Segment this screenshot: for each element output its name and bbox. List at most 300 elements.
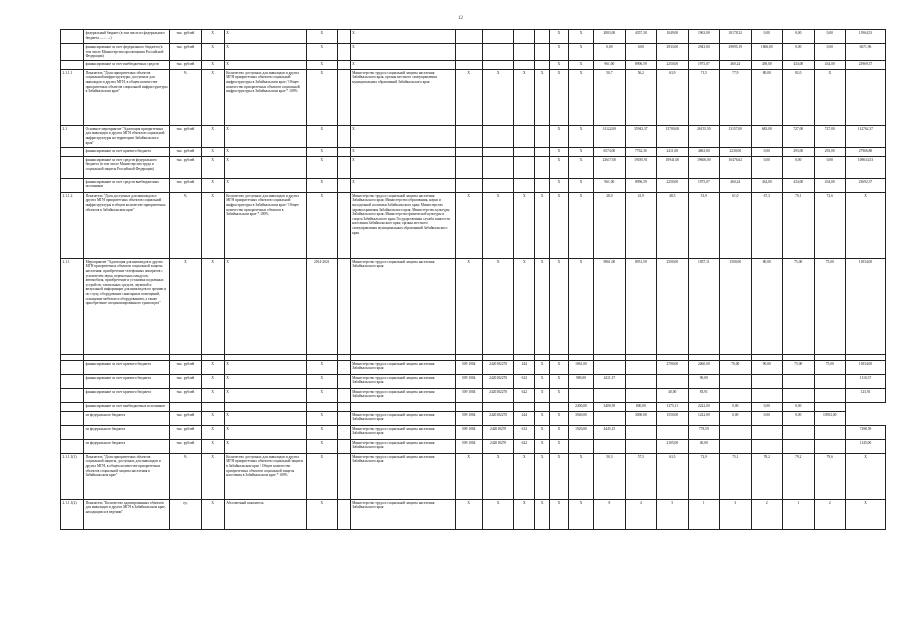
table-cell: 63,9 bbox=[657, 69, 688, 125]
table-cell: Х bbox=[201, 69, 224, 125]
table-cell: 434,00 bbox=[783, 178, 814, 192]
table-cell: 622 bbox=[514, 388, 535, 402]
table-cell: 509 1004 bbox=[455, 360, 482, 374]
table-cell: 2420182270 bbox=[482, 360, 513, 374]
table-cell: 1145,00 bbox=[845, 439, 885, 453]
table-cell bbox=[482, 147, 513, 156]
table-cell: Х bbox=[201, 258, 224, 354]
table-cell: 23692,37 bbox=[845, 178, 885, 192]
table-cell: 48,5 bbox=[657, 192, 688, 258]
table-cell: 2411,37 bbox=[594, 374, 625, 388]
table-cell: 35943,37 bbox=[625, 125, 656, 147]
table-cell bbox=[338, 388, 351, 402]
program-table bbox=[60, 29, 886, 530]
table-row bbox=[61, 44, 886, 61]
table-cell bbox=[535, 147, 550, 156]
table-cell: 70,1 bbox=[783, 192, 814, 258]
table-cell bbox=[514, 147, 535, 156]
table-cell: 2 bbox=[751, 499, 782, 529]
table-cell: 293,00 bbox=[814, 147, 845, 156]
table-cell: Х bbox=[306, 425, 337, 439]
table-cell: Х bbox=[201, 178, 224, 192]
table-cell: 0,00 bbox=[751, 402, 782, 411]
table-cell: Х bbox=[482, 192, 513, 258]
table-cell: 63,5 bbox=[657, 453, 688, 499]
table-cell bbox=[338, 192, 351, 258]
table-cell: 61,0 bbox=[720, 192, 751, 258]
table-cell: 961,00 bbox=[594, 178, 625, 192]
table-cell bbox=[338, 411, 351, 425]
table-cell: Х bbox=[482, 453, 513, 499]
table-cell bbox=[338, 402, 351, 411]
table-cell: тыс. рублей bbox=[170, 439, 201, 453]
table-cell: 1375,11 bbox=[657, 402, 688, 411]
table-cell: 7762,30 bbox=[625, 147, 656, 156]
table-cell bbox=[814, 402, 845, 411]
table-cell: 2014-2021 bbox=[306, 258, 337, 354]
table-cell: 27966,80 bbox=[845, 147, 885, 156]
table-cell bbox=[482, 402, 513, 411]
table-cell bbox=[720, 439, 751, 453]
table-cell: Х bbox=[550, 388, 569, 402]
table-cell: 727,00 bbox=[783, 125, 814, 147]
table-cell bbox=[61, 374, 84, 388]
table-cell: Министерство труда и социальной защиты населения Забайкальского края, органы местного самоуправления муниципальных образований Забайкальского края bbox=[350, 69, 455, 125]
table-cell: тыс. рублей bbox=[170, 178, 201, 192]
table-cell: Х bbox=[550, 60, 569, 69]
table-row bbox=[61, 178, 886, 192]
table-cell: Показатель "Доля приоритетных объектов социальной защиты, доступных для инвалидов и других МГН, в общем количестве приоритетных объектов социальной защиты населения в Забайкальском крае" bbox=[84, 453, 170, 499]
table-cell: 460,24 bbox=[720, 60, 751, 69]
table-cell: Х bbox=[201, 125, 224, 147]
table-cell: Х bbox=[201, 30, 224, 44]
table-cell: Х bbox=[568, 30, 593, 44]
table-cell: Х bbox=[455, 192, 482, 258]
table-cell: 612 bbox=[514, 374, 535, 388]
table-cell bbox=[338, 60, 351, 69]
table-cell: 19606,00 bbox=[688, 156, 719, 178]
table-cell: финансирование за счет внебюджетных средств bbox=[84, 60, 170, 69]
table-cell bbox=[783, 439, 814, 453]
table-cell bbox=[535, 178, 550, 192]
table-cell: 75,1 bbox=[720, 453, 751, 499]
table-cell: 40,00 bbox=[657, 388, 688, 402]
table-cell: Х bbox=[550, 360, 569, 374]
table-cell: Х bbox=[568, 453, 593, 499]
table-cell: Х bbox=[455, 499, 482, 529]
table-row bbox=[61, 402, 886, 411]
table-cell: 1550,00 bbox=[657, 411, 688, 425]
table-cell: Х bbox=[224, 258, 306, 354]
table-cell: Х bbox=[514, 453, 535, 499]
table-cell: 10476,62 bbox=[720, 156, 751, 178]
table-cell bbox=[306, 402, 337, 411]
table-cell bbox=[751, 374, 782, 388]
table-cell: 112762,37 bbox=[845, 125, 885, 147]
table-cell bbox=[783, 425, 814, 439]
table-cell bbox=[594, 388, 625, 402]
table-cell: из федерального бюджета bbox=[84, 439, 170, 453]
table-cell: Х bbox=[550, 411, 569, 425]
table-cell: 3940,00 bbox=[568, 411, 593, 425]
table-cell: 1920,00 bbox=[568, 425, 593, 439]
table-cell: 78,2 bbox=[751, 453, 782, 499]
table-cell: Х bbox=[550, 156, 569, 178]
table-cell: 41,9 bbox=[625, 192, 656, 258]
table-cell: Х bbox=[201, 147, 224, 156]
table-cell bbox=[338, 156, 351, 178]
table-cell: Х bbox=[201, 499, 224, 529]
table-cell: 2420182270 bbox=[482, 374, 513, 388]
table-cell bbox=[455, 125, 482, 147]
table-cell: 1222,00 bbox=[688, 411, 719, 425]
table-cell: Х bbox=[224, 388, 306, 402]
table-cell: 10952,00 bbox=[814, 411, 845, 425]
table-cell bbox=[720, 388, 751, 402]
table-cell: 0,00 bbox=[625, 44, 656, 61]
table-cell: Х bbox=[306, 360, 337, 374]
table-cell bbox=[625, 439, 656, 453]
table-cell bbox=[201, 402, 224, 411]
table-cell bbox=[720, 425, 751, 439]
table-cell: 244 bbox=[514, 360, 535, 374]
table-cell: Х bbox=[550, 147, 569, 156]
table-cell bbox=[594, 411, 625, 425]
table-cell: 509 1004 bbox=[455, 388, 482, 402]
table-cell bbox=[338, 147, 351, 156]
table-cell: 2.1.1.2 bbox=[61, 192, 84, 258]
table-cell: Х bbox=[306, 44, 337, 61]
table-cell: 2420182270 bbox=[482, 388, 513, 402]
table-cell: Х bbox=[455, 258, 482, 354]
table-cell: 0,00 bbox=[814, 156, 845, 178]
table-cell bbox=[350, 402, 455, 411]
table-cell: 75,00 bbox=[783, 360, 814, 374]
table-cell: 77,9 bbox=[720, 69, 751, 125]
table-cell: финансирование за счет федерального бюджета (в том числе Министерства просвещения Российской Федерации) bbox=[84, 44, 170, 61]
table-cell: Х bbox=[201, 388, 224, 402]
table-cell bbox=[61, 147, 84, 156]
table-cell bbox=[61, 411, 84, 425]
table-cell: 1500,00 bbox=[720, 258, 751, 354]
table-cell: 2400,00 bbox=[568, 402, 593, 411]
table-cell: Х bbox=[306, 69, 337, 125]
table-cell: Х bbox=[550, 439, 569, 453]
table-cell: 4663,00 bbox=[688, 147, 719, 156]
table-cell: тыс. рублей bbox=[170, 156, 201, 178]
table-cell bbox=[455, 60, 482, 69]
table-cell bbox=[783, 388, 814, 402]
table-cell: 1861,00 bbox=[568, 360, 593, 374]
table-cell bbox=[170, 402, 201, 411]
table-cell bbox=[814, 388, 845, 402]
table-cell: Х bbox=[845, 453, 885, 499]
table-cell: 80,00 bbox=[751, 258, 782, 354]
table-cell: Мероприятие "Адаптация для инвалидов и других МГН приоритетных объектов социальной защиты населения: приобретение телефонных аппаратов с усилителем звука, переносных пандусов, автомобиля, приобретение и установка подъемных устройств, тактильных средств, звуковой и визуальной информации для инвалидов по зрению и по слуху, оборудование санитарных помещений, оснащение мебелью и оборудованием, а также приобретение специализированного транспорта" bbox=[84, 258, 170, 354]
table-cell: Х bbox=[224, 147, 306, 156]
table-cell bbox=[514, 178, 535, 192]
table-cell: Х bbox=[535, 425, 550, 439]
table-cell bbox=[482, 30, 513, 44]
table-row bbox=[61, 374, 886, 388]
table-cell bbox=[625, 388, 656, 402]
table-cell: 2230,00 bbox=[720, 147, 751, 156]
table-cell: Х bbox=[224, 360, 306, 374]
table-cell: 509 1004 bbox=[455, 425, 482, 439]
table-row bbox=[61, 360, 886, 374]
table-cell: Основное мероприятие "Адаптация приоритетных для инвалидов и других МГН объектов социальной инфраструктуры на территории Забайкальского края" bbox=[84, 125, 170, 147]
table-cell: 0,00 bbox=[720, 411, 751, 425]
table-cell: Министерство труда и социальной защиты населения Забайкальского края bbox=[350, 499, 455, 529]
table-cell bbox=[535, 60, 550, 69]
table-row bbox=[61, 499, 886, 529]
table-cell: Х bbox=[224, 425, 306, 439]
table-cell: Х bbox=[306, 60, 337, 69]
table-cell: 8 bbox=[594, 499, 625, 529]
table-cell bbox=[482, 156, 513, 178]
table-cell bbox=[514, 30, 535, 44]
table-cell: 90,00 bbox=[688, 374, 719, 388]
table-cell: Х bbox=[306, 453, 337, 499]
table-cell: Х bbox=[224, 439, 306, 453]
table-cell: 23969,37 bbox=[845, 60, 885, 69]
table-cell bbox=[61, 439, 84, 453]
table-cell: Х bbox=[568, 178, 593, 192]
table-cell bbox=[514, 44, 535, 61]
table-cell: 4357,30 bbox=[625, 30, 656, 44]
table-cell: Министерство труда и социальной защиты населения Забайкальского края bbox=[350, 374, 455, 388]
table-cell: Х bbox=[568, 60, 593, 69]
table-cell: финансирование за счет краевого бюджета bbox=[84, 388, 170, 402]
table-cell: тыс. рублей bbox=[170, 425, 201, 439]
table-cell: Х bbox=[535, 374, 550, 388]
table-cell bbox=[338, 499, 351, 529]
table-cell: 3400,59 bbox=[594, 402, 625, 411]
table-cell bbox=[338, 178, 351, 192]
table-cell: 67,3 bbox=[751, 192, 782, 258]
table-row bbox=[61, 30, 886, 44]
table-cell: Министерство труда и социальной защиты населения Забайкальского края bbox=[350, 425, 455, 439]
table-cell: Х bbox=[306, 388, 337, 402]
table-cell: 75,00 bbox=[814, 258, 845, 354]
table-cell: Х bbox=[350, 60, 455, 69]
table-cell: 29895,19 bbox=[720, 44, 751, 61]
table-cell: 1110,37 bbox=[845, 374, 885, 388]
table-cell bbox=[720, 374, 751, 388]
table-cell: Х bbox=[306, 125, 337, 147]
table-cell: 612 bbox=[514, 425, 535, 439]
table-cell: 0,00 bbox=[814, 44, 845, 61]
table-row bbox=[61, 388, 886, 402]
table-cell: 2420182270 bbox=[482, 411, 513, 425]
table-cell: 19185,91 bbox=[625, 156, 656, 178]
table-cell bbox=[455, 178, 482, 192]
table-cell: 6671,96 bbox=[845, 44, 885, 61]
table-cell: 0,00 bbox=[783, 411, 814, 425]
table-cell: 2.1.1.1(2) bbox=[61, 499, 84, 529]
table-cell: Х bbox=[350, 147, 455, 156]
table-cell bbox=[535, 125, 550, 147]
table-cell: 0,00 bbox=[751, 30, 782, 44]
table-cell: Х bbox=[535, 258, 550, 354]
table-cell: Х bbox=[224, 411, 306, 425]
table-cell: Х bbox=[350, 30, 455, 44]
table-cell: Х bbox=[814, 69, 845, 125]
table-cell: 40,00 bbox=[688, 439, 719, 453]
table-cell: 0,00 bbox=[783, 30, 814, 44]
table-cell: 4445,15 bbox=[594, 425, 625, 439]
table-cell: Х bbox=[550, 425, 569, 439]
table-cell: % bbox=[170, 192, 201, 258]
table-cell: 2.1.1 bbox=[61, 258, 84, 354]
table-cell: Х bbox=[568, 44, 593, 61]
table-cell bbox=[61, 44, 84, 61]
table-cell: Х bbox=[550, 374, 569, 388]
table-cell: 683,00 bbox=[751, 125, 782, 147]
table-cell bbox=[535, 30, 550, 44]
table-cell bbox=[657, 374, 688, 388]
table-cell: 50,7 bbox=[594, 69, 625, 125]
table-cell: Х bbox=[350, 44, 455, 61]
table-cell: Х bbox=[550, 192, 569, 258]
table-cell: 108634,53 bbox=[845, 156, 885, 178]
table-cell: 1866,00 bbox=[751, 44, 782, 61]
table-cell: 2222,00 bbox=[688, 402, 719, 411]
table-cell: финансирование за счет средств внебюджетных источников bbox=[84, 178, 170, 192]
table-row bbox=[61, 411, 886, 425]
table-cell: 83,91 bbox=[688, 388, 719, 402]
table-cell bbox=[61, 360, 84, 374]
table-cell: 57,5 bbox=[625, 453, 656, 499]
table-cell: тыс. рублей bbox=[170, 360, 201, 374]
table-row bbox=[61, 69, 886, 125]
table-cell bbox=[482, 178, 513, 192]
table-cell: Министерство труда и социальной защиты населения Забайкальского края bbox=[350, 411, 455, 425]
table-cell bbox=[338, 69, 351, 125]
table-cell bbox=[61, 30, 84, 44]
table-cell: 434,00 bbox=[751, 178, 782, 192]
table-cell: 50,3 bbox=[594, 453, 625, 499]
table-cell: тыс. рублей bbox=[170, 411, 201, 425]
table-cell: 70,00 bbox=[720, 360, 751, 374]
table-cell bbox=[814, 374, 845, 388]
table-cell: 1 bbox=[783, 499, 814, 529]
table-cell: 82,0 bbox=[783, 69, 814, 125]
table-cell bbox=[594, 360, 625, 374]
table-cell bbox=[514, 402, 535, 411]
table-cell: Х bbox=[514, 192, 535, 258]
table-cell: 72,9 bbox=[688, 453, 719, 499]
table-cell: Х bbox=[550, 44, 569, 61]
table-cell bbox=[751, 388, 782, 402]
table-cell: % bbox=[170, 69, 201, 125]
table-cell: Х bbox=[568, 125, 593, 147]
table-row bbox=[61, 439, 886, 453]
table-cell: 2803,00 bbox=[594, 30, 625, 44]
page-number: 12 bbox=[458, 16, 463, 21]
table-cell bbox=[338, 44, 351, 61]
table-cell bbox=[482, 125, 513, 147]
table-cell: Х bbox=[514, 69, 535, 125]
table-row bbox=[61, 156, 886, 178]
table-cell: 1857,11 bbox=[688, 258, 719, 354]
table-cell bbox=[338, 30, 351, 44]
table-cell bbox=[338, 425, 351, 439]
table-cell: 0,00 bbox=[594, 44, 625, 61]
table-cell: 0,00 bbox=[751, 156, 782, 178]
table-cell: Министерство труда и социальной защиты населения Забайкальского края bbox=[350, 388, 455, 402]
table-cell: 2411,00 bbox=[657, 147, 688, 156]
table-cell: Х bbox=[550, 453, 569, 499]
table-cell: Х bbox=[568, 147, 593, 156]
table-cell: 1975,07 bbox=[688, 60, 719, 69]
table-cell: Х bbox=[306, 192, 337, 258]
table-cell: Министерство труда и социальной защиты населения Забайкальского края bbox=[350, 258, 455, 354]
table-cell: 460,24 bbox=[720, 178, 751, 192]
table-cell: 8996,59 bbox=[625, 178, 656, 192]
table-cell: из федерального бюджета bbox=[84, 411, 170, 425]
table-cell: Министерство труда и социальной защиты населения Забайкальского края bbox=[350, 439, 455, 453]
table-cell: Х bbox=[201, 439, 224, 453]
table-cell: Х bbox=[845, 499, 885, 529]
table-cell: Х bbox=[455, 453, 482, 499]
table-cell bbox=[455, 30, 482, 44]
table-cell: 79,2 bbox=[783, 453, 814, 499]
table-cell bbox=[550, 402, 569, 411]
table-cell bbox=[814, 439, 845, 453]
table-cell: ед. bbox=[170, 499, 201, 529]
table-cell: Х bbox=[201, 453, 224, 499]
table-cell: Министерство труда и социальной защиты населения Забайкальского края bbox=[350, 360, 455, 374]
table-row bbox=[61, 147, 886, 156]
table-cell bbox=[338, 453, 351, 499]
table-cell: 2.1.1.1 bbox=[61, 69, 84, 125]
table-cell: Абсолютный показатель bbox=[224, 499, 306, 529]
table-cell: Показатель "Доля доступных для инвалидов и других МГН приоритетных объектов социальной инфраструктуры в общем количестве приоритетных объектов в Забайкальском крае" bbox=[84, 192, 170, 258]
table-cell: Показатель "Доля приоритетных объектов социальной инфраструктуры, доступных для инвалидов и других МГН, в общем количестве приоритетных объектов социальной инфраструктуры в Забайкальском крае" bbox=[84, 69, 170, 125]
table-cell: 961,00 bbox=[594, 60, 625, 69]
table-cell: 3000,00 bbox=[625, 411, 656, 425]
table-cell: Х bbox=[350, 156, 455, 178]
table-cell: % bbox=[170, 453, 201, 499]
table-cell: Х bbox=[201, 60, 224, 69]
table-cell bbox=[625, 425, 656, 439]
table-cell: 75,00 bbox=[814, 360, 845, 374]
table-cell: Х bbox=[201, 192, 224, 258]
table-cell: 9861,00 bbox=[594, 258, 625, 354]
table-cell: 80,00 bbox=[751, 69, 782, 125]
table-cell: Х bbox=[201, 411, 224, 425]
table-cell: 56,2 bbox=[625, 69, 656, 125]
table-cell: 2.1 bbox=[61, 125, 84, 147]
table-cell: Х bbox=[535, 192, 550, 258]
table-cell: 8951,59 bbox=[625, 258, 656, 354]
table-cell: тыс. рублей bbox=[170, 374, 201, 388]
table-cell: 11834,00 bbox=[845, 258, 885, 354]
table-cell: Министерство труда и социальной защиты населения Забайкальского края; Министерство образования, науки и молодежной политики Забайкальского края; Министерство здравоохранения Забайкальского края; Министерство культуры Забайкальского края; Министерство физической культуры и спорта Забайкальского края; Государственная служба занятости населения Забайкальского края; органы местного самоуправления муниципальных образований Забайкальского края bbox=[350, 192, 455, 258]
table-cell: Х bbox=[482, 69, 513, 125]
table-cell: Х bbox=[535, 499, 550, 529]
table-cell: тыс. рублей bbox=[170, 30, 201, 44]
table-cell: Х bbox=[306, 411, 337, 425]
table-cell bbox=[535, 402, 550, 411]
table-cell bbox=[657, 425, 688, 439]
table-cell: 622 bbox=[514, 439, 535, 453]
table-cell: Х bbox=[535, 360, 550, 374]
table-cell: 6574,00 bbox=[594, 147, 625, 156]
table-cell: Х bbox=[568, 69, 593, 125]
table-cell: Х bbox=[550, 69, 569, 125]
